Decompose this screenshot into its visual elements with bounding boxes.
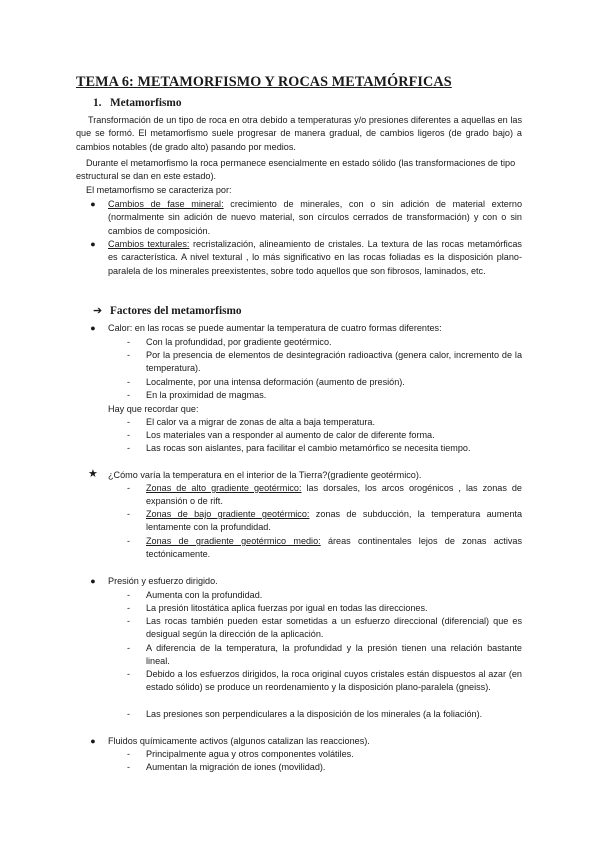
dash-mark: - xyxy=(127,762,131,772)
arrow-icon: ➔ xyxy=(93,305,103,317)
recordar-item: Los materiales van a responder al aumento de calor de diferente forma. xyxy=(146,430,435,440)
gradient-item xyxy=(146,508,522,535)
recordar-item: Las rocas son aislantes, para facilitar el cambio metamórfico se necesita tiempo. xyxy=(146,443,471,453)
term-label: Zonas de gradiente geotérmico medio: xyxy=(146,536,321,546)
calor-intro: Calor: en las rocas se puede aumentar la temperatura de cuatro formas diferentes: xyxy=(108,323,442,333)
fluidos-intro: Fluidos químicamente activos (algunos catalizan las reacciones). xyxy=(108,736,370,746)
term-label: Zonas de bajo gradiente geotérmico: xyxy=(146,509,310,519)
term-label: Zonas de alto gradiente geotérmico: xyxy=(146,483,302,493)
gradient-question: ¿Cómo varía la temperatura en el interior de la Tierra?(gradiente geotérmico). xyxy=(108,470,422,480)
list-item-cambios-texturales xyxy=(108,238,522,278)
paragraph-characterized: El metamorfismo se caracteriza por: xyxy=(86,185,232,195)
bullet-mark: ● xyxy=(90,239,96,249)
presion-item: Las presiones son perpendiculares a la disposición de los minerales (a la foliación). xyxy=(146,709,483,719)
dash-mark: - xyxy=(127,590,131,600)
section-number: 1. xyxy=(93,97,102,109)
dash-mark: - xyxy=(127,417,131,427)
presion-item: La presión litostática aplica fuerzas por igual en todas las direcciones. xyxy=(146,603,428,613)
dash-mark: - xyxy=(127,509,131,519)
dash-mark: - xyxy=(127,390,131,400)
gradient-item xyxy=(146,482,522,509)
calor-item: Por la presencia de elementos de desintegración radioactiva (genera calor, incremento de la temperatura). xyxy=(146,350,522,374)
calor-item: Con la profundidad, por gradiente geotérmico. xyxy=(146,337,332,347)
term-label: Cambios texturales: xyxy=(108,239,190,249)
list-item-cambios-fase xyxy=(108,198,522,238)
term-text: las dorsales, los arcos orogénicos , las zonas de expansión o de rift. xyxy=(146,483,522,507)
dash-mark: - xyxy=(127,430,131,440)
term-text: crecimiento de minerales, con o sin adición de material externo (normalmente sin adición de nuevo material, son círculos cerrados de transformación) y con o sin cambios de composición. xyxy=(108,199,523,236)
gradient-item xyxy=(146,535,522,562)
dash-mark: - xyxy=(127,643,131,653)
fluidos-item: Principalmente agua y otros componentes volátiles. xyxy=(146,749,354,759)
bullet-mark: ● xyxy=(90,199,96,209)
calor-item: Localmente, por una intensa deformación (aumento de presión). xyxy=(146,377,405,387)
presion-item: Las rocas también pueden estar sometidas a un esfuerzo direccional (diferencial) que es desigual según la dirección de la aplicación. xyxy=(146,616,522,640)
recordar-intro: Hay que recordar que: xyxy=(108,404,199,414)
section-title: Metamorfismo xyxy=(109,97,182,109)
paragraph-solid-state: Durante el metamorfismo la roca permanece esencialmente en estado sólido (las transformaciones de tipo estructural se dan en este estado). xyxy=(76,158,516,182)
term-text: áreas continentales lejos de zonas activas tectónicamente. xyxy=(146,536,522,560)
term-label: Cambios de fase mineral: xyxy=(108,199,224,209)
bullet-mark: ● xyxy=(90,323,96,333)
bullet-mark: ● xyxy=(90,576,96,586)
section-heading-factores: Factores del metamorfismo xyxy=(110,305,242,317)
presion-item: Debido a los esfuerzos dirigidos, la roca original cuyos cristales están dispuestos al azar (en estado sólido) se produce un reordenamiento y la disposición plano-paralela (gneiss). xyxy=(146,669,522,693)
term-text: zonas de subducción, la temperatura aumenta lentamente con la profundidad. xyxy=(146,509,523,533)
dash-mark: - xyxy=(127,709,131,719)
bullet-mark: ● xyxy=(90,736,96,746)
paragraph-definition: Transformación de un tipo de roca en otra debido a temperaturas y/o presiones diferentes a aquellas en las que se formó. El metamorfismo suele progresar de manera gradual, de cambios ligeros (de grado bajo) a cambios notables (de grado alto) pasando por medios. xyxy=(76,115,522,152)
calor-item: En la proximidad de magmas. xyxy=(146,390,267,400)
document-title: TEMA 6: METAMORFISMO Y ROCAS METAMÓRFICAS xyxy=(76,74,452,90)
recordar-item: El calor va a migrar de zonas de alta a baja temperatura. xyxy=(146,417,375,427)
term-text: recristalización, alineamiento de cristales. La textura de las rocas metamórficas es característica. A nivel textural , lo más significativo en las rocas foliadas es la disposición plano-paralela de los minerales preexistentes, sobre todo aquellos que son fibrosos, laminados, etc. xyxy=(108,239,522,276)
dash-mark: - xyxy=(127,377,131,387)
dash-mark: - xyxy=(127,603,131,613)
dash-mark: - xyxy=(127,443,131,453)
dash-mark: - xyxy=(127,536,131,546)
dash-mark: - xyxy=(127,483,131,493)
dash-mark: - xyxy=(127,616,131,626)
dash-mark: - xyxy=(127,350,131,360)
presion-item: Aumenta con la profundidad. xyxy=(146,590,263,600)
star-icon: ★ xyxy=(88,468,98,480)
section-heading-metamorfismo xyxy=(93,97,182,110)
fluidos-item: Aumentan la migración de iones (movilidad). xyxy=(146,762,326,772)
presion-item: A diferencia de la temperatura, la profundidad y la presión tienen una relación bastante lineal. xyxy=(146,643,522,667)
dash-mark: - xyxy=(127,337,131,347)
dash-mark: - xyxy=(127,669,131,679)
dash-mark: - xyxy=(127,749,131,759)
presion-intro: Presión y esfuerzo dirigido. xyxy=(108,576,218,586)
